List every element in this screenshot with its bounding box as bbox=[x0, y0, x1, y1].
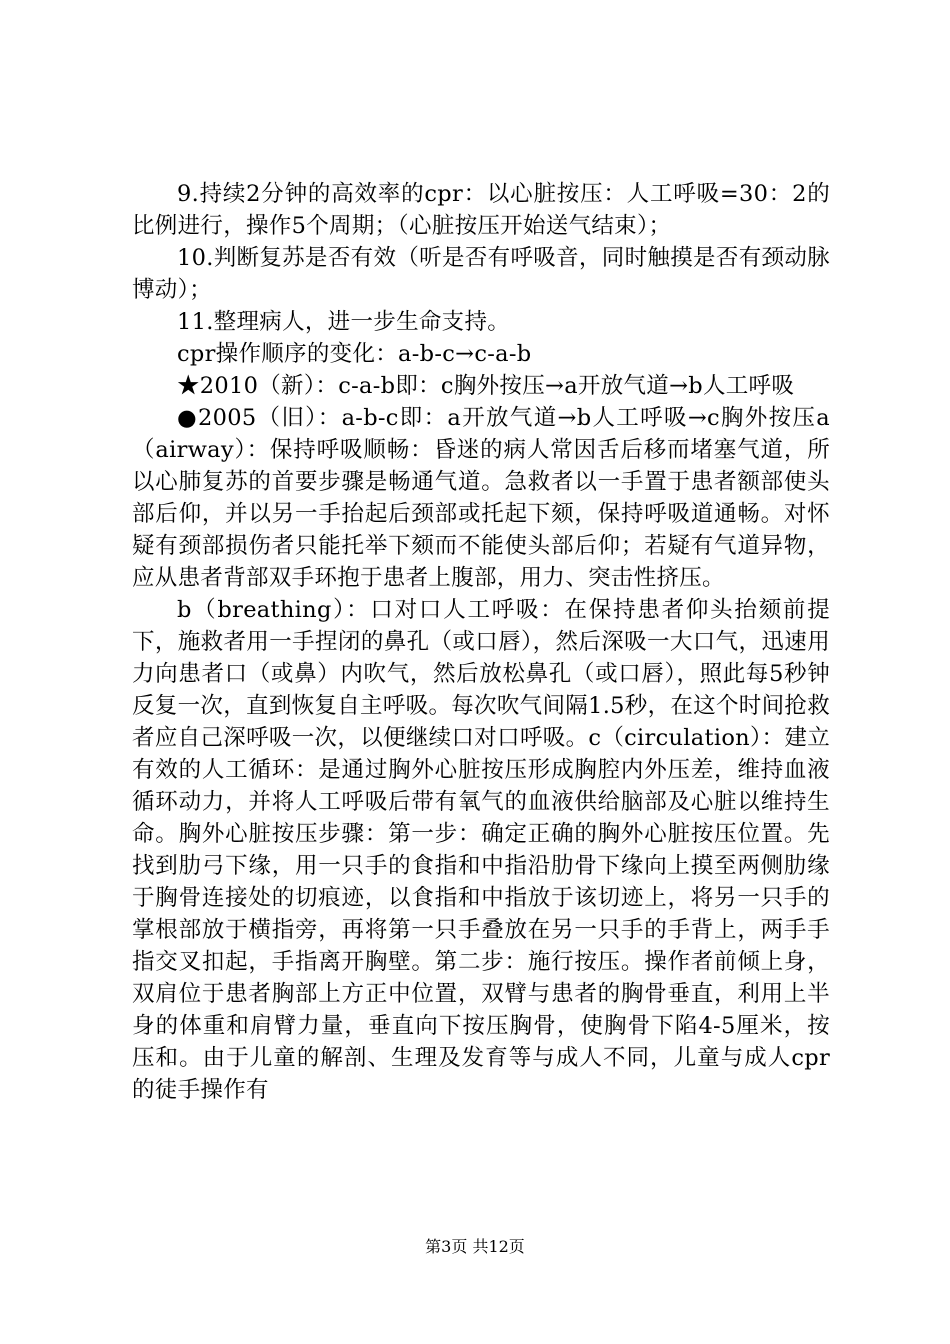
document-body bbox=[132, 178, 830, 1106]
paragraph-cpr-order-change: cpr操作顺序的变化：a-b-c→c-a-b bbox=[177, 341, 532, 367]
page-number-label: 第3页 共12页 bbox=[425, 1237, 525, 1256]
paragraph-2005-old-airway: ●2005（旧）：a-b-c即：a开放气道→b人工呼吸→c胸外按压a（airway）：保持呼吸顺畅：昏迷的病人常因舌后移而堵塞气道，所以心肺复苏的首要步骤是畅通气道。急救者以一手置于患者额部使头部后仰，并以另一手抬起后颈部或托起下颏，保持呼吸道通畅。对怀疑有颈部损伤者只能托举下颏而不能使头部后仰；若疑有气道异物，应从患者背部双手环抱于患者上腹部，用力、突击性挤压。 bbox=[132, 405, 830, 591]
paragraph-2010-new: ★2010（新）：c-a-b即：c胸外按压→a开放气道→b人工呼吸 bbox=[177, 373, 795, 399]
paragraph-step-11: 11.整理病人，进一步生命支持。 bbox=[177, 309, 511, 335]
page-footer bbox=[0, 1237, 950, 1257]
paragraph-step-9: 9.持续2分钟的高效率的cpr：以心脏按压：人工呼吸=30：2的比例进行，操作5个周期；（心脏按压开始送气结束）； bbox=[132, 181, 830, 239]
paragraph-step-10: 10.判断复苏是否有效（听是否有呼吸音，同时触摸是否有颈动脉博动）； bbox=[132, 245, 830, 303]
paragraph-breathing-circulation: b（breathing）：口对口人工呼吸：在保持患者仰头抬颏前提下，施救者用一手捏闭的鼻孔（或口唇），然后深吸一大口气，迅速用力向患者口（或鼻）内吹气，然后放松鼻孔（或口唇），照此每5秒钟反复一次，直到恢复自主呼吸。每次吹气间隔1.5秒，在这个时间抢救者应自己深呼吸一次，以便继续口对口呼吸。c（circulation）：建立有效的人工循环：是通过胸外心脏按压形成胸腔内外压差，维持血液循环动力，并将人工呼吸后带有氧气的血液供给脑部及心脏以维持生命。胸外心脏按压步骤：第一步：确定正确的胸外心脏按压位置。先找到肋弓下缘，用一只手的食指和中指沿肋骨下缘向上摸至两侧肋缘于胸骨连接处的切痕迹，以食指和中指放于该切迹上，将另一只手的掌根部放于横指旁，再将第一只手叠放在另一只手的手背上，两手手指交叉扣起，手指离开胸壁。第二步：施行按压。操作者前倾上身，双肩位于患者胸部上方正中位置，双臂与患者的胸骨垂直，利用上半身的体重和肩臂力量，垂直向下按压胸骨，使胸骨下陷4-5厘米，按压和。由于儿童的解剖、生理及发育等与成人不同，儿童与成人cpr的徒手操作有 bbox=[132, 597, 830, 1103]
